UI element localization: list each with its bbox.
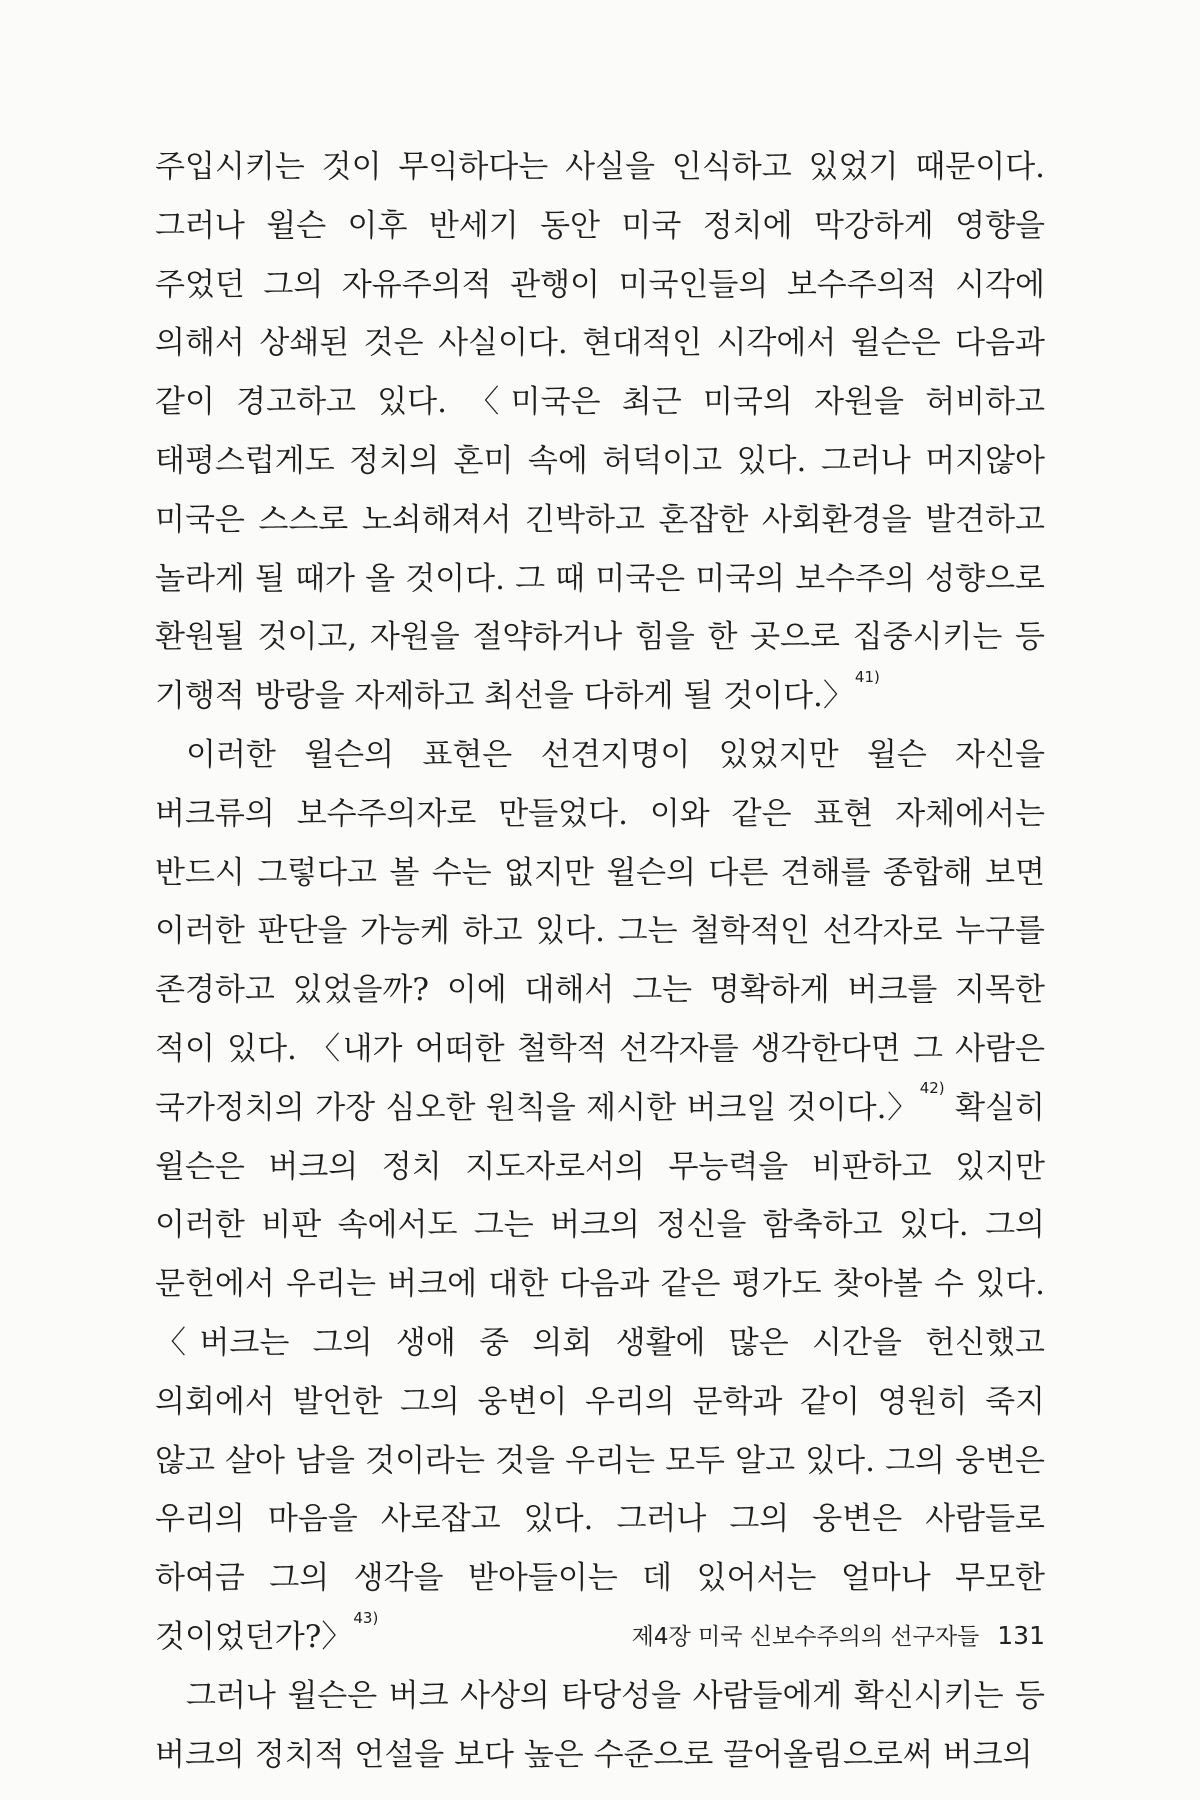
paragraph-1-text: 주입시키는 것이 무익하다는 사실을 인식하고 있었기 때문이다. 그러나 윌슨 이후 반세기 동안 미국 정치에 막강하게 영향을 주었던 그의 자유주의적 관행이 미국인들의 보수주의적 시각에 의해서 상쇄된 것은 사실이다. 현대적인 시각에서 윌슨은 다음과 같이 경고하고 있다. 〈미국은 최근 미국의 자원을 허비하고 태평스럽게도 정치의 혼미 속에 허덕이고 있다. 그러나 머지않아 미국은 스스로 노쇠해져서 긴박하고 혼잡한 사회환경을 발견하고 놀라게 될 때가 올 것이다. 그 때 미국은 미국의 보수주의 성향으로 환원될 것이고, 자원을 절약하거나 힘을 한 곳으로 집중시키는 등 기행적 방랑을 자제하고 최선을 다하게 될 것이다.〉 — [155, 149, 1045, 715]
footnote-marker-41: 41) — [854, 667, 880, 686]
footnote-marker-42: 42) — [919, 1079, 945, 1098]
page-number: 131 — [997, 1621, 1045, 1650]
page-footer — [580, 1618, 1045, 1651]
paragraph-1 — [155, 138, 1045, 726]
footnote-marker-43: 43) — [353, 1608, 379, 1627]
paragraph-3-text: 그러나 윌슨은 버크 사상의 타당성을 사람들에게 확신시키는 등 버크의 정치적 언설을 보다 높은 수준으로 끌어올림으로써 버크의 — [155, 1677, 1045, 1773]
paragraph-2 — [155, 726, 1045, 1667]
body-text — [155, 138, 1045, 1784]
paragraph-2-text-a: 이러한 윌슨의 표현은 선견지명이 있었지만 윌슨 자신을 버크류의 보수주의자로 만들었다. 이와 같은 표현 자체에서는 반드시 그렇다고 볼 수는 없지만 윌슨의 다른 견해를 종합해 보면 이러한 판단을 가능케 하고 있다. 그는 철학적인 선각자로 누구를 존경하고 있었을까? 이에 대해서 그는 명확하게 버크를 지목한 적이 있다. 〈내가 어떠한 철학적 선각자를 생각한다면 그 사람은 국가정치의 가장 심오한 원칙을 제시한 버크일 것이다.〉 — [155, 736, 1045, 1126]
chapter-title: 제4장 미국 신보수주의의 선구자들 — [631, 1624, 980, 1650]
paragraph-3 — [155, 1667, 1045, 1785]
paragraph-2-text-b: 확실히 윌슨은 버크의 정치 지도자로서의 무능력을 비판하고 있지만 이러한 비판 속에서도 그는 버크의 정신을 함축하고 있다. 그의 문헌에서 우리는 버크에 대한 다음과 같은 평가도 찾아볼 수 있다. 〈버크는 그의 생애 중 의회 생활에 많은 시간을 헌신했고 의회에서 발언한 그의 웅변이 우리의 문학과 같이 영원히 죽지 않고 살아 남을 것이라는 것을 우리는 모두 알고 있다. 그의 웅변은 우리의 마음을 사로잡고 있다. 그러나 그의 웅변은 사람들로 하여금 그의 생각을 받아들이는 데 있어서는 얼마나 무모한 것이었던가?〉 — [155, 1089, 1045, 1655]
